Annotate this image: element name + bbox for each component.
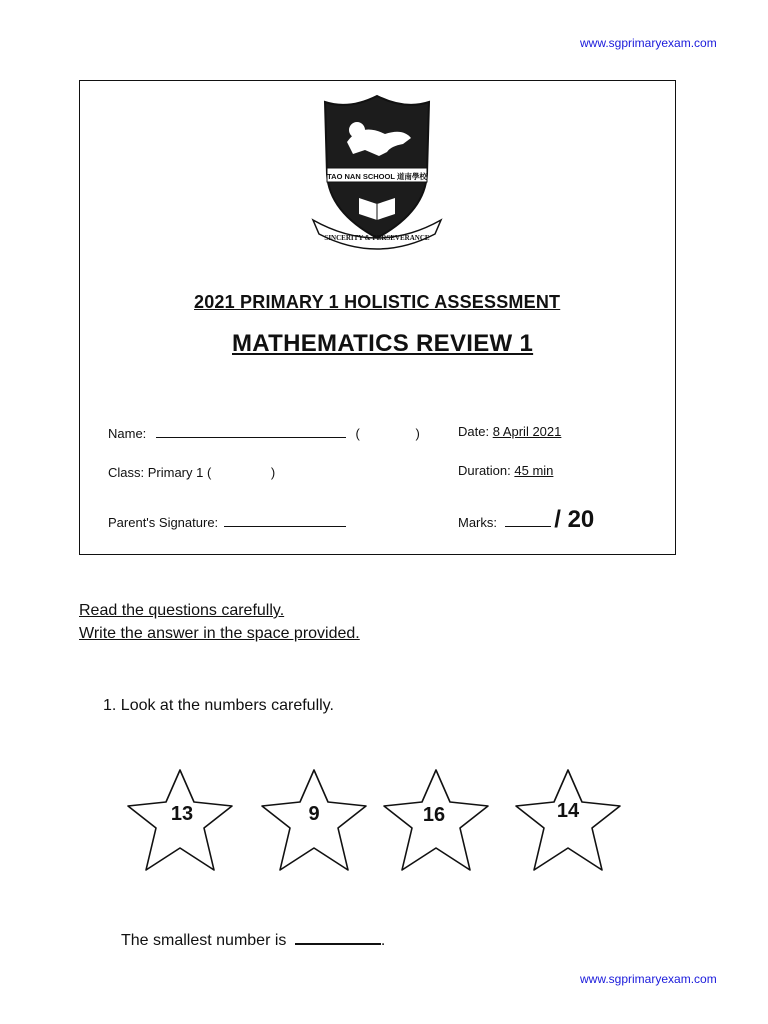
- star-2: [258, 766, 370, 874]
- class-label: Class: Primary 1 (: [108, 465, 212, 480]
- crest-banner-text: TAO NAN SCHOOL 道南學校: [327, 172, 427, 181]
- duration-label: Duration:: [458, 463, 511, 478]
- star-1: [124, 766, 236, 874]
- duration-field: [458, 463, 553, 478]
- name-field: [108, 426, 420, 441]
- star-3: [380, 766, 492, 874]
- question-1-answer: [121, 932, 385, 950]
- date-field: [458, 424, 561, 439]
- name-paren-open: (: [355, 426, 360, 441]
- date-label: Date:: [458, 424, 490, 439]
- instruction-line-2: Write the answer in the space provided.: [79, 625, 360, 642]
- answer-blank[interactable]: [295, 943, 381, 945]
- signature-label: Parent's Signature:: [108, 515, 219, 530]
- marks-blank-line: [505, 526, 551, 527]
- class-paren-close: ): [270, 465, 276, 480]
- name-blank-line: [156, 437, 346, 438]
- signature-blank-line: [224, 526, 346, 527]
- date-value: 8 April 2021: [492, 424, 562, 439]
- answer-prompt: The smallest number is: [121, 932, 287, 949]
- subject-title: MATHEMATICS REVIEW 1: [232, 330, 534, 357]
- name-paren-close: ): [415, 426, 420, 441]
- signature-field: [108, 515, 346, 530]
- star-1-number: 13: [170, 803, 194, 825]
- duration-value: 45 min: [514, 463, 554, 478]
- instruction-line-1: Read the questions carefully.: [79, 602, 285, 619]
- marks-field: [458, 506, 594, 534]
- answer-end: .: [380, 932, 386, 949]
- marks-label: Marks:: [458, 515, 497, 530]
- school-crest-logo: [307, 88, 447, 250]
- class-field: [108, 465, 275, 480]
- assessment-title: 2021 PRIMARY 1 HOLISTIC ASSESSMENT: [194, 292, 561, 312]
- name-label: Name:: [108, 426, 147, 441]
- website-link-bottom[interactable]: www.sgprimaryexam.com: [580, 972, 717, 986]
- star-2-number: 9: [308, 803, 320, 825]
- crest-motto-text: SINCERITY & PERSEVERANCE: [324, 234, 430, 242]
- star-3-number: 16: [422, 804, 446, 826]
- website-link-top[interactable]: www.sgprimaryexam.com: [580, 36, 717, 50]
- marks-total: / 20: [554, 506, 595, 533]
- star-4: [512, 766, 624, 874]
- star-4-number: 14: [556, 800, 580, 822]
- question-1-prompt: 1. Look at the numbers carefully.: [103, 697, 334, 714]
